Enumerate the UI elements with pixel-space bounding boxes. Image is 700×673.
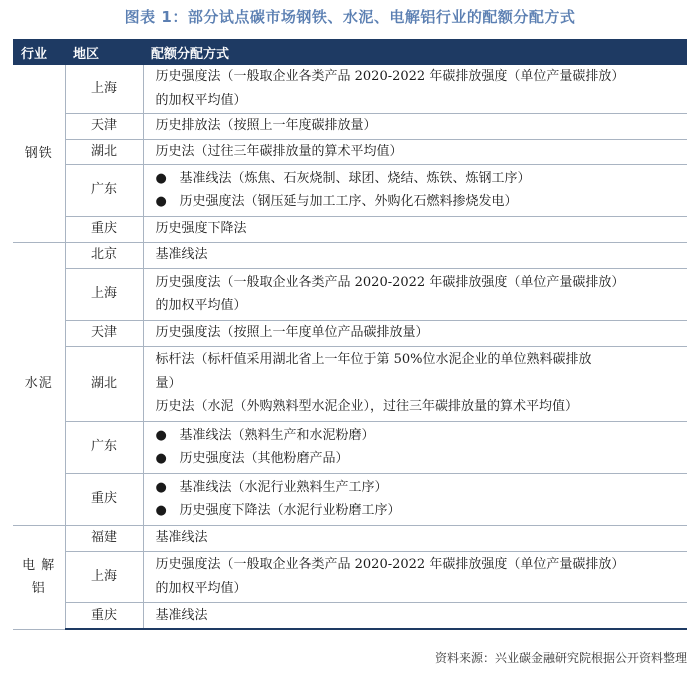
method-text: 基准线法（炼焦、石灰烧制、球团、烧结、炼铁、炼钢工序） [179, 170, 531, 186]
method-text: 基准线法 [155, 247, 208, 263]
region-cell: 重庆 [65, 473, 143, 525]
header-industry: 行业 [13, 39, 65, 65]
table-row [13, 268, 687, 320]
region-cell: 广东 [65, 164, 143, 216]
method-cell [143, 346, 687, 421]
table-row [13, 164, 687, 216]
region-cell: 上海 [65, 551, 143, 602]
region-cell: 重庆 [65, 602, 143, 629]
figure-title: 图表 1：部分试点碳市场钢铁、水泥、电解铝行业的配额分配方式 [124, 8, 576, 26]
method-text: 历史强度法（一般取企业各类产品 2020-2022 年碳排放强度（单位产量碳排放） [155, 557, 625, 572]
bullet-icon: ● [155, 503, 167, 518]
method-text: 历史法（过往三年碳排放量的算术平均值） [155, 143, 403, 159]
bullet-item [156, 447, 680, 471]
allocation-table [13, 39, 687, 630]
method-cell [143, 473, 687, 525]
method-text: 基准线法（水泥行业熟料生产工序） [179, 479, 388, 495]
industry-cell-steel: 钢铁 [13, 65, 65, 242]
table-row [13, 139, 687, 164]
bullet-item [156, 499, 680, 523]
bullet-item [156, 476, 680, 500]
method-text: 历史强度下降法 [155, 221, 247, 237]
table-row [13, 525, 687, 551]
method-text: 的加权平均值） [155, 580, 247, 596]
table-row [13, 65, 687, 113]
method-text: 基准线法（熟料生产和水泥粉磨） [179, 427, 375, 443]
header-region: 地区 [65, 39, 143, 65]
method-cell [143, 525, 687, 551]
table-row [13, 551, 687, 602]
method-text: 历史强度下降法（水泥行业粉磨工序） [179, 503, 401, 518]
table-row [13, 473, 687, 525]
region-cell: 福建 [65, 525, 143, 551]
method-cell [143, 139, 687, 164]
source-note: 资料来源：兴业碳金融研究院根据公开资料整理 [434, 651, 687, 665]
region-cell: 广东 [65, 421, 143, 473]
method-text: 历史强度法（其他粉磨产品） [179, 451, 349, 466]
industry-text: 电 解 [22, 557, 56, 573]
method-text: 基准线法 [155, 607, 208, 623]
industry-cell-cement: 水泥 [13, 242, 65, 525]
method-text: 历史法（水泥（外购熟料型水泥企业），过往三年碳排放量的算术平均值） [155, 399, 579, 415]
method-text: 历史强度法（按照上一年度单位产品碳排放量） [155, 325, 429, 341]
method-text: 的加权平均值） [155, 92, 247, 108]
region-cell: 上海 [65, 65, 143, 113]
bullet-item [156, 190, 680, 214]
region-cell: 北京 [65, 242, 143, 268]
bullet-icon: ● [155, 451, 167, 466]
region-cell: 天津 [65, 113, 143, 139]
table-row [13, 421, 687, 473]
method-text: 的加权平均值） [155, 298, 247, 313]
industry-cell-aluminum [13, 525, 65, 629]
table-header-row [13, 39, 687, 65]
region-cell: 湖北 [65, 139, 143, 164]
region-cell: 湖北 [65, 346, 143, 421]
table-row [13, 113, 687, 139]
bullet-icon: ● [155, 194, 167, 209]
method-text: 历史强度法（钢压延与加工工序、外购化石燃料掺烧发电） [179, 194, 518, 209]
method-text: 历史排放法（按照上一年度碳排放量） [155, 118, 377, 134]
method-cell [143, 113, 687, 139]
bullet-icon: ● [155, 479, 167, 495]
region-cell: 天津 [65, 320, 143, 346]
bullet-item [156, 424, 680, 448]
method-cell [143, 164, 687, 216]
method-cell [143, 551, 687, 602]
method-cell [143, 421, 687, 473]
region-cell: 重庆 [65, 216, 143, 242]
bullet-item [156, 167, 680, 191]
table-row [13, 216, 687, 242]
method-cell [143, 320, 687, 346]
method-cell [143, 602, 687, 629]
method-cell [143, 268, 687, 320]
table-row [13, 346, 687, 421]
method-text: 历史强度法（一般取企业各类产品 2020-2022 年碳排放强度（单位产量碳排放） [155, 69, 625, 85]
header-method: 配额分配方式 [143, 39, 687, 65]
method-text: 量） [155, 375, 182, 391]
method-text: 历史强度法（一般取企业各类产品 2020-2022 年碳排放强度（单位产量碳排放） [155, 274, 625, 290]
method-cell [143, 242, 687, 268]
table-row [13, 320, 687, 346]
bullet-icon: ● [155, 170, 167, 186]
industry-text: 铝 [31, 581, 46, 596]
region-cell: 上海 [65, 268, 143, 320]
table-row [13, 242, 687, 268]
method-cell [143, 216, 687, 242]
bullet-icon: ● [155, 427, 167, 443]
table-row [13, 602, 687, 629]
method-text: 基准线法 [155, 530, 208, 546]
method-cell [143, 65, 687, 113]
method-text: 标杆法（标杆值采用湖北省上一年位于第 50%位水泥企业的单位熟料碳排放 [155, 352, 592, 368]
